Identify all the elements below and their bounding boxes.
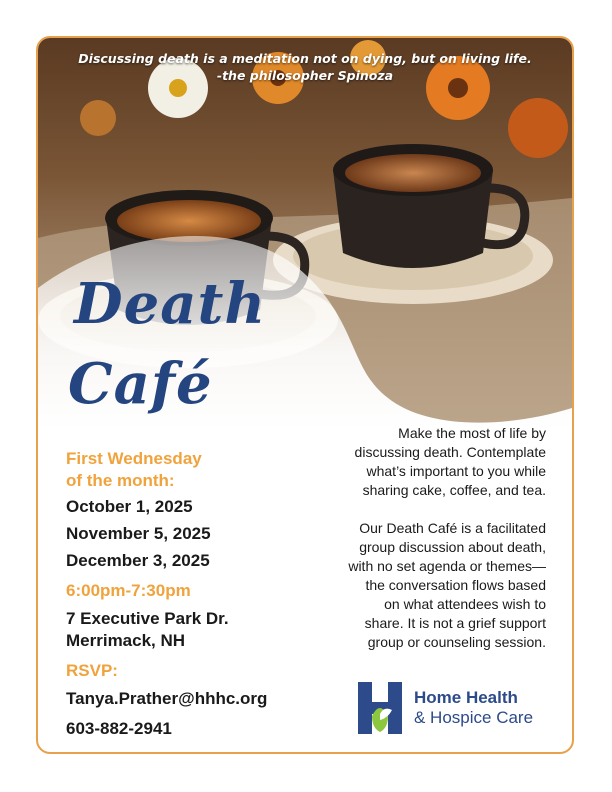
quote-attribution: -the philosopher Spinoza [216, 68, 394, 83]
date-item: October 1, 2025 [66, 497, 193, 516]
event-details [66, 448, 326, 740]
description-line: sharing cake, coffee, and tea. [362, 482, 546, 498]
hhhc-logo-mark-icon [358, 682, 408, 734]
address-city: Merrimack, NH [66, 631, 186, 650]
description-line: on what attendees wish to [384, 596, 546, 612]
rsvp-label: RSVP: [66, 661, 118, 680]
date-item: December 3, 2025 [66, 551, 210, 570]
logo-text-hospice-care: & Hospice Care [414, 708, 534, 727]
date-item: November 5, 2025 [66, 524, 211, 543]
description-line: the conversation flows based [365, 577, 546, 593]
schedule-heading: First Wednesday [66, 449, 202, 468]
logo-text-home-health: Home Health [414, 688, 518, 707]
schedule-heading-cont: of the month: [66, 471, 175, 490]
description-line: Make the most of life by [398, 425, 546, 441]
event-time: 6:00pm-7:30pm [66, 581, 191, 600]
address-street: 7 Executive Park Dr. [66, 609, 229, 628]
quote-text: Discussing death is a meditation not on dying, but on living life. [78, 51, 532, 66]
event-title [64, 266, 294, 436]
title-death: Death [74, 271, 267, 337]
description-line: with no set agenda or themes— [348, 558, 546, 574]
title-cafe: Café [68, 351, 213, 417]
description-line: Our Death Café is a facilitated [359, 520, 546, 536]
rsvp-phone[interactable]: 603-882-2941 [66, 719, 172, 738]
description-line: what’s important to you while [366, 463, 546, 479]
description-line: share. It is not a grief support [364, 615, 546, 631]
hhhc-logo [358, 680, 550, 736]
spinoza-quote [38, 50, 572, 84]
description-line: discussing death. Contemplate [354, 444, 546, 460]
event-description [296, 424, 546, 652]
rsvp-email[interactable]: Tanya.Prather@hhhc.org [66, 689, 268, 708]
description-line: group discussion about death, [359, 539, 546, 555]
description-line: group or counseling session. [367, 634, 546, 650]
flyer-card [36, 36, 574, 754]
